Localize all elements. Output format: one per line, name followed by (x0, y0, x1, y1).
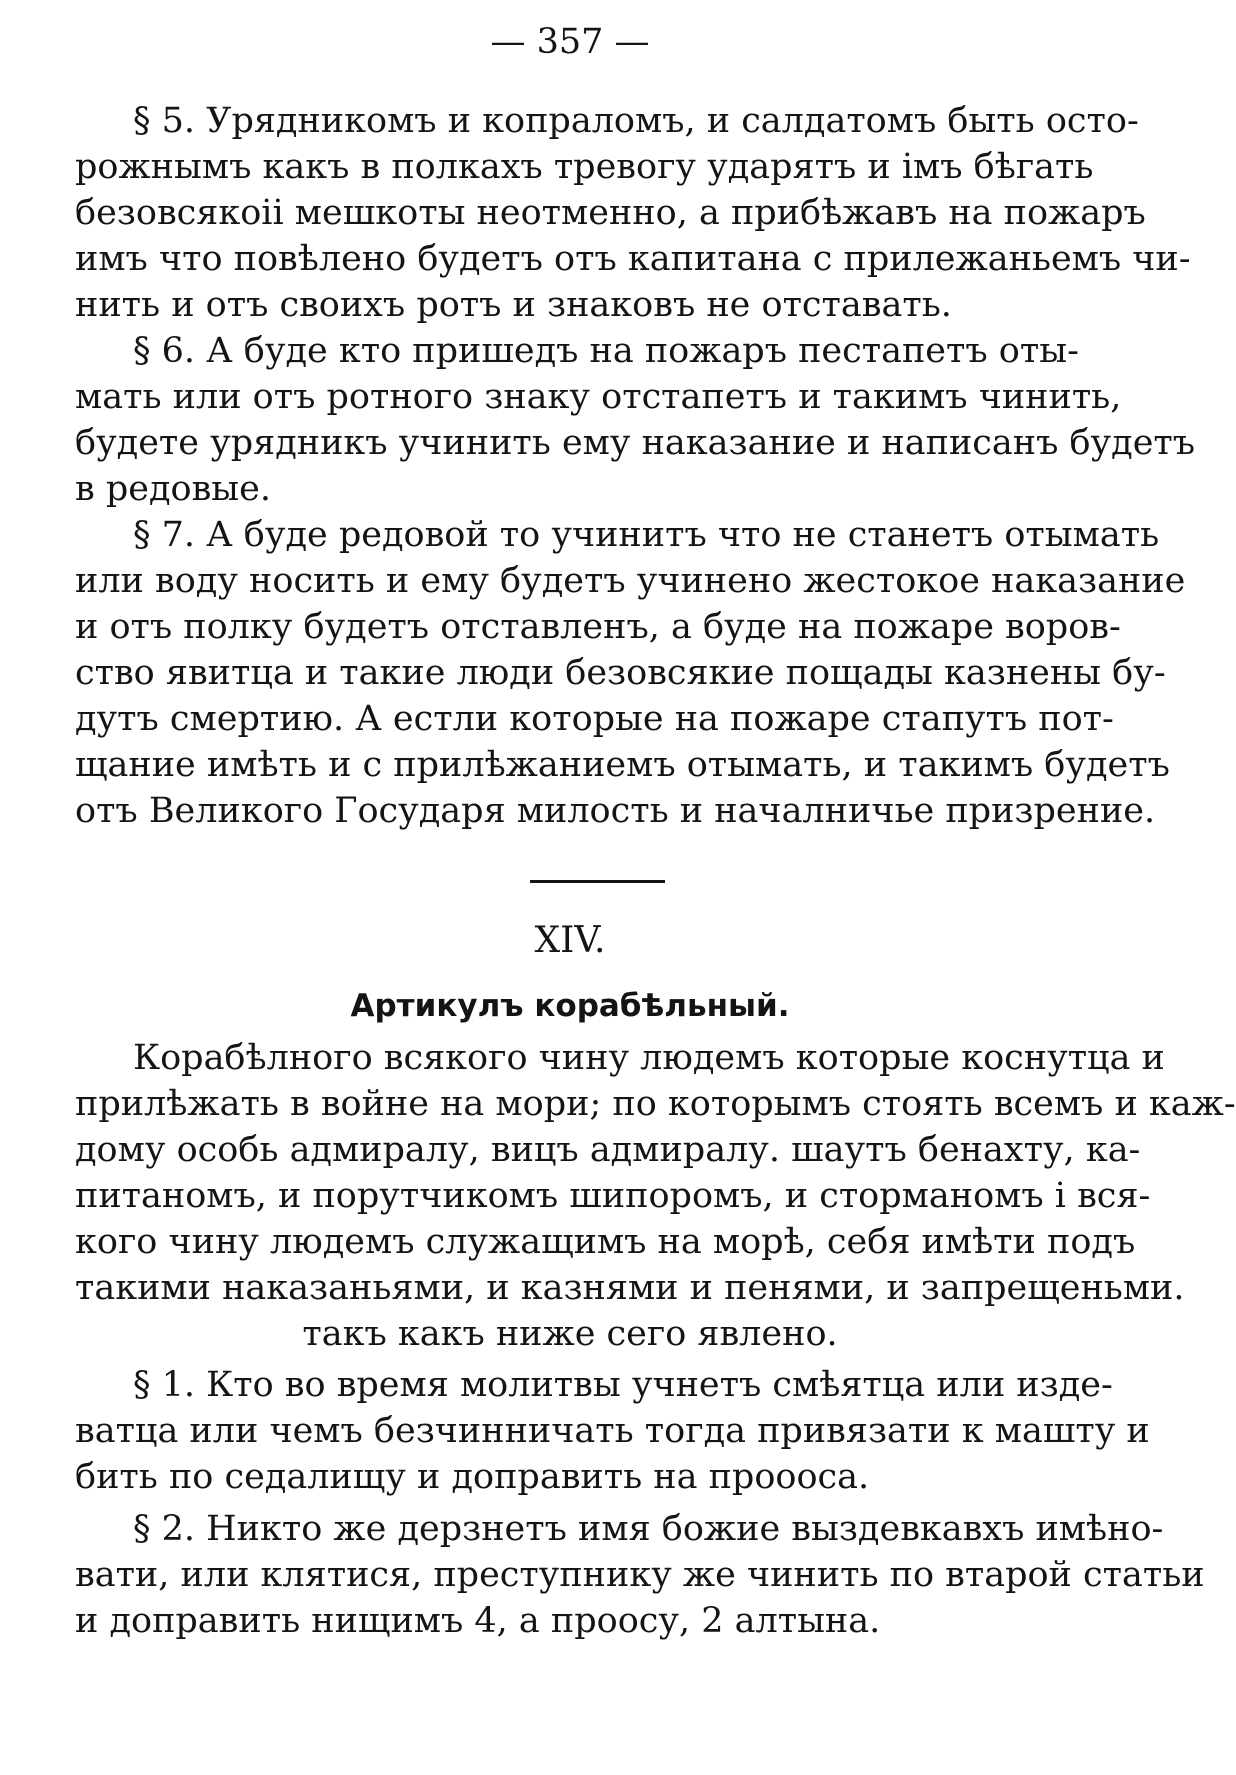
text-line: мать или отъ ротного знаку отстапетъ и такимъ чинить, (75, 377, 1122, 417)
text-line: щание имѣть и с прилѣжаниемъ отымать, и такимъ будетъ (75, 745, 1170, 785)
page-number: — 357 — (490, 22, 650, 62)
text-line: и доправить нищимъ 4, а проосу, 2 алтына. (75, 1601, 881, 1641)
text-line: кого чину людемъ служащимъ на морѣ, себя имѣти подъ (75, 1222, 1136, 1262)
text-line: прилѣжать в войне на мори; по которымъ стоять всемъ и каж- (75, 1084, 1236, 1124)
text-line: такими наказаньями, и казнями и пенями, и запрещеньми. (75, 1268, 1185, 1308)
text-line: дому особь адмиралу, вицъ адмиралу. шаутъ бенахту, ка- (75, 1130, 1141, 1170)
text-line: § 5. Урядникомъ и копраломъ, и салдатомъ быть осто- (133, 101, 1139, 141)
section-divider (530, 880, 665, 883)
text-line: рожнымъ какъ в полкахъ тревогу ударятъ и імъ бѣгать (75, 147, 1094, 187)
text-line: нить и отъ своихъ ротъ и знаковъ не отставать. (75, 285, 952, 325)
text-line: отъ Великого Государя милость и началничье призрение. (75, 791, 1156, 831)
text-line: такъ какъ ниже сего явлено. (302, 1314, 838, 1354)
text-line: дутъ смертию. А естли которые на пожаре стапутъ пот- (75, 699, 1114, 739)
text-line: ство явитца и такие люди безовсякие пощады казнены бу- (75, 653, 1166, 693)
text-line: § 1. Кто во время молитвы учнетъ смѣятца или изде- (133, 1365, 1113, 1405)
text-line: § 2. Никто же дерзнетъ имя божие выздевкавхъ имѣно- (133, 1509, 1164, 1549)
text-line: и отъ полку будетъ отставленъ, а буде на пожаре воров- (75, 607, 1121, 647)
text-line: в редовые. (75, 469, 271, 509)
text-line: бить по седалищу и доправить на проооса. (75, 1457, 870, 1497)
section-subtitle: Артикулъ корабѣльный. (350, 988, 790, 1024)
text-line: § 7. А буде редовой то учинитъ что не станетъ отымать (133, 515, 1160, 555)
text-line: имъ что повѣлено будетъ отъ капитана с прилежаньемъ чи- (75, 239, 1191, 279)
text-line: безовсякоіі мешкоты неотменно, а прибѣжавъ на пожаръ (75, 193, 1146, 233)
text-line: будете урядникъ учинить ему наказание и написанъ будетъ (75, 423, 1196, 463)
text-line: ватца или чемъ безчинничать тогда привязати к машту и (75, 1411, 1150, 1451)
text-line: вати, или клятися, преступнику же чинить по втарой статьи (75, 1555, 1205, 1595)
text-line: Корабѣлного всякого чину людемъ которые коснутца и (133, 1038, 1165, 1078)
section-title: XIV. (534, 920, 606, 961)
text-line: или воду носить и ему будетъ учинено жестокое наказание (75, 561, 1186, 601)
text-line: § 6. А буде кто пришедъ на пожаръ пестапетъ оты- (133, 331, 1079, 371)
text-line: питаномъ, и порутчикомъ шипоромъ, и сторманомъ і вся- (75, 1176, 1151, 1216)
